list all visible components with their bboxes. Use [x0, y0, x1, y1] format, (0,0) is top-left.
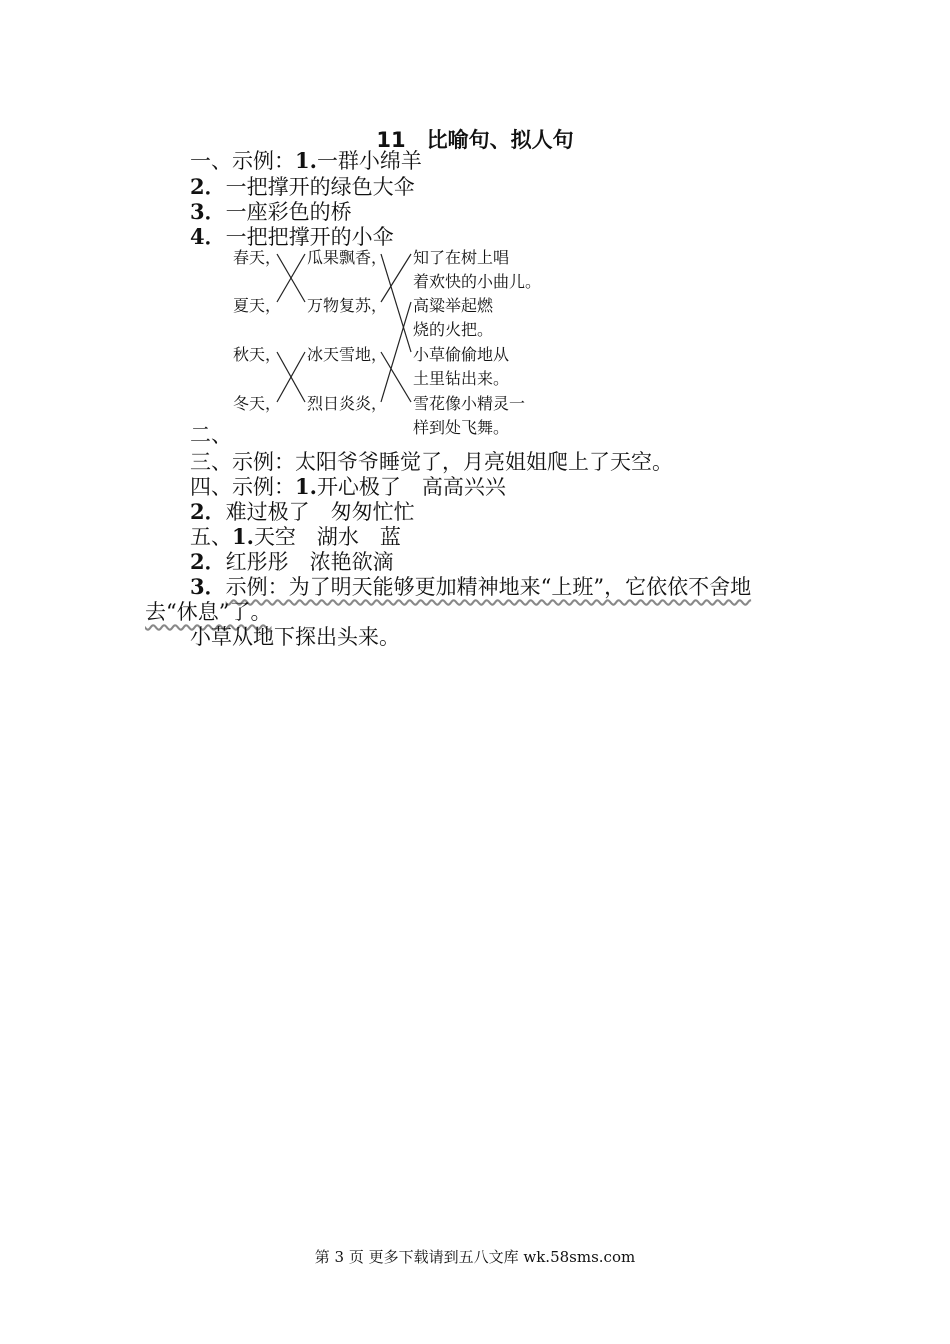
section-4-line [190, 474, 506, 500]
item-text: 一座彩色的桥 [225, 200, 352, 224]
match-phrase: 瓜果飘香， [307, 248, 388, 267]
match-sentence-line: 雪花像小精灵一 [413, 394, 526, 413]
page-title: 11 比喻句、拟人句 [376, 128, 574, 152]
match-phrase: 万物复苏， [307, 296, 388, 315]
item-5-3 [190, 574, 751, 600]
section-4-label: 四、示例： [190, 475, 295, 499]
section-5-label: 五、 [190, 525, 232, 549]
item-4-2 [190, 499, 415, 525]
item-5-3-continued [145, 599, 271, 625]
item-1-2 [190, 174, 415, 200]
match-sentence-line: 着欢快的小曲儿。 [413, 272, 542, 291]
item-1-3 [190, 199, 352, 225]
item-text: 示例：为了明天能够更加精神地来“上班”，它依依不舍地 [225, 575, 752, 599]
match-season: 冬天， [233, 394, 282, 413]
item-number: 3． [190, 574, 226, 599]
item-number: 1. [232, 524, 254, 549]
section-3-label: 三、示例： [190, 450, 295, 474]
section-3-line [190, 449, 673, 475]
item-number: 2． [190, 549, 226, 574]
match-phrase: 烈日炎炎， [307, 394, 388, 413]
item-number: 1. [295, 148, 317, 173]
match-phrase: 冰天雪地， [307, 345, 388, 364]
match-sentence-line: 高粱举起燃 [413, 296, 494, 315]
match-season: 春天， [233, 248, 282, 267]
match-sentence-line: 土里钻出来。 [413, 369, 510, 388]
item-5-2 [190, 549, 394, 575]
item-text: 天空 湖水 蓝 [253, 525, 401, 549]
section-1-label: 一、示例： [190, 149, 295, 173]
item-number: 3． [190, 199, 226, 224]
item-text: 开心极了 高高兴兴 [316, 475, 506, 499]
section-2-label: 二、 [190, 423, 232, 447]
item-number: 2． [190, 174, 226, 199]
section-5-line [190, 524, 401, 550]
match-season: 夏天， [233, 296, 282, 315]
extra-line: 小草从地下探出头来。 [190, 625, 400, 649]
item-text: 一把撑开的绿色大伞 [225, 175, 415, 199]
match-sentence-line: 知了在树上唱 [413, 248, 510, 267]
item-number: 2． [190, 499, 226, 524]
match-sentence-line: 小草偷偷地从 [413, 345, 510, 364]
match-sentence-line: 样到处飞舞。 [413, 418, 510, 437]
item-text: 红彤彤 浓艳欲滴 [225, 550, 394, 574]
page-footer: 第 3 页 更多下载请到五八文库 wk.58sms.com [314, 1248, 636, 1266]
item-text: 太阳爷爷睡觉了，月亮姐姐爬上了天空。 [295, 450, 673, 474]
match-sentence-line: 烧的火把。 [413, 320, 494, 339]
item-text: 一把把撑开的小伞 [225, 225, 394, 249]
match-sentence [413, 345, 509, 389]
item-text: 难过极了 匆匆忙忙 [225, 500, 415, 524]
match-sentence [413, 248, 541, 292]
item-text: 去“休息”了。 [145, 600, 272, 624]
item-number: 4． [190, 224, 226, 249]
item-number: 1. [295, 474, 317, 499]
match-season: 秋天， [233, 345, 282, 364]
match-sentence [413, 394, 525, 438]
matching-diagram [225, 244, 555, 444]
match-sentence [413, 296, 493, 340]
section-1-line [190, 148, 422, 174]
item-text: 一群小绵羊 [316, 149, 422, 173]
